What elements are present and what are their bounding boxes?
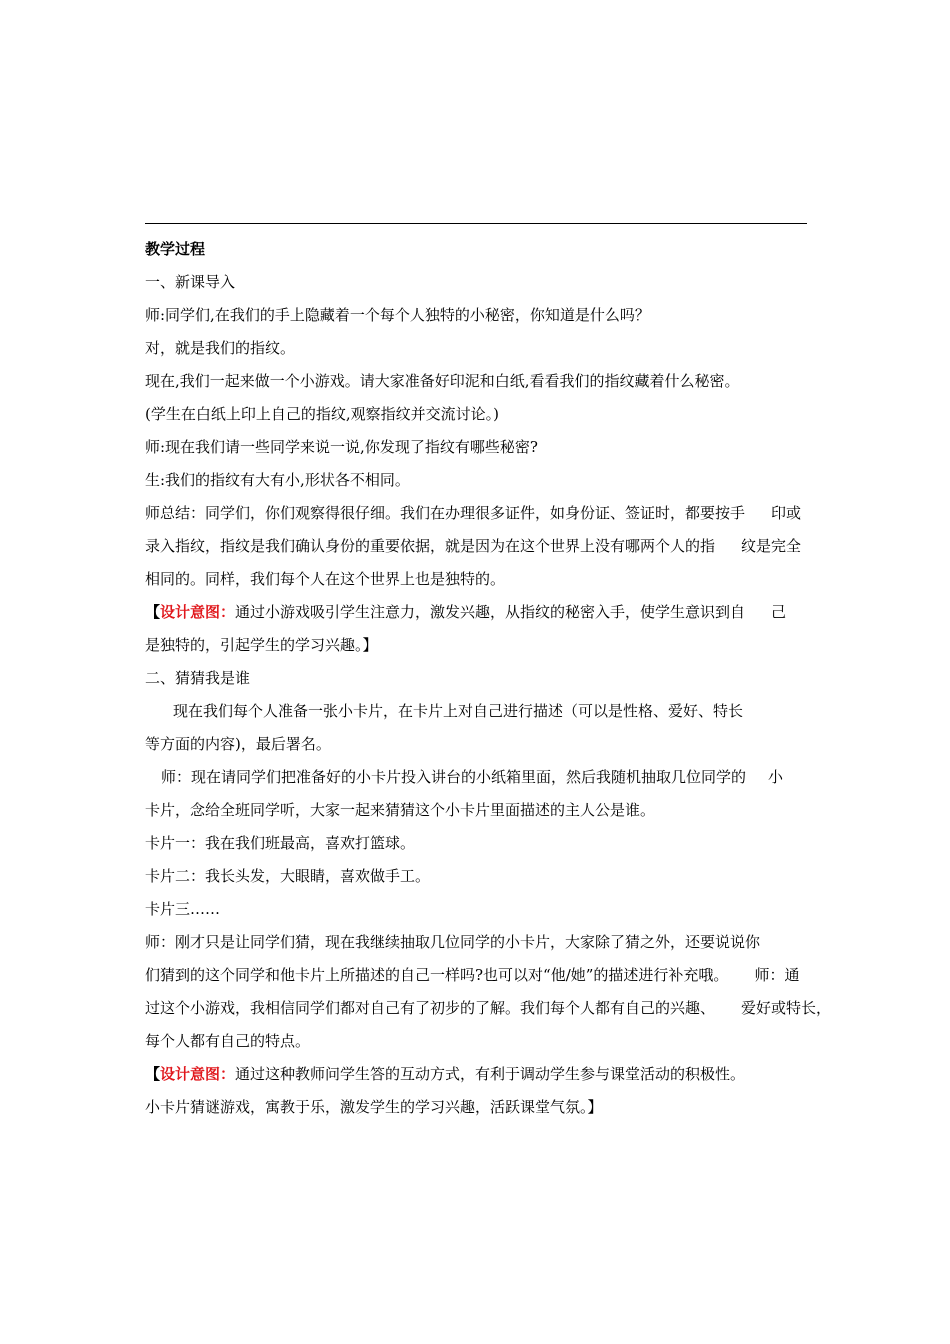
paragraph-text: 小 — [768, 768, 784, 786]
design-intent — [145, 596, 809, 629]
document-body — [145, 233, 832, 1124]
design-intent-text: 通过小游戏吸引学生注意力，激发兴趣，从指纹的秘密入手，使学生意识到自 — [235, 603, 746, 621]
design-intent-label: 设计意图： — [160, 1065, 236, 1083]
summary-text: 印或 — [771, 504, 802, 522]
paragraph: 对，就是我们的指纹。 — [145, 339, 296, 357]
paragraph: 每个人都有自己的特点。 — [145, 1032, 311, 1050]
summary-line — [145, 497, 809, 530]
design-intent-text: 己 — [771, 603, 787, 621]
paragraph-text: 爱好或特长， — [741, 999, 832, 1017]
paragraph-text: 过这个小游戏，我相信同学们都对自己有了初步的了解。我们每个人都有自己的兴趣、 — [145, 999, 716, 1017]
paragraph — [145, 992, 832, 1025]
paragraph — [145, 959, 809, 992]
section1-heading: 一、新课导入 — [145, 273, 236, 291]
design-intent-label: 设计意图： — [160, 603, 236, 621]
header-rule — [145, 223, 807, 224]
paragraph-text: 师：通 — [754, 966, 800, 984]
paragraph — [145, 695, 809, 728]
paragraph: 师:同学们,在我们的手上隐藏着一个每个人独特的小秘密，你知道是什么吗？ — [145, 306, 650, 324]
section-title: 教学过程 — [145, 240, 206, 258]
summary-text: 师总结：同学们，你们观察得很仔细。我们在办理很多证件，如身份证、签证时，都要按手 — [145, 504, 746, 522]
paragraph: (学生在白纸上印上自己的指纹,观察指纹并交流讨论。) — [145, 405, 499, 423]
paragraph: 等方面的内容)，最后署名。 — [145, 735, 331, 753]
summary-line: 相同的。同样，我们每个人在这个世界上也是独特的。 — [145, 570, 506, 588]
paragraph-text: 师：现在请同学们把准备好的小卡片投入讲台的小纸箱里面，然后我随机抽取几位同学的 — [161, 768, 747, 786]
paragraph: 现在,我们一起来做一个小游戏。请大家准备好印泥和白纸,看看我们的指纹藏着什么秘密。 — [145, 372, 740, 390]
paragraph: 师：刚才只是让同学们猜，现在我继续抽取几位同学的小卡片，大家除了猜之外，还要说说你 — [145, 933, 761, 951]
paragraph: 师:现在我们请一些同学来说一说,你发现了指纹有哪些秘密? — [145, 438, 538, 456]
design-intent-text: 通过这种教师问学生答的互动方式，有利于调动学生参与课堂活动的积极性。 — [235, 1065, 746, 1083]
summary-text: 纹是完全 — [741, 537, 802, 555]
card-item: 卡片二：我长头发，大眼睛，喜欢做手工。 — [145, 867, 431, 885]
card-item: 卡片一：我在我们班最高，喜欢打篮球。 — [145, 834, 416, 852]
paragraph-text: 们猜到的这个同学和他卡片上所描述的自己一样吗?也可以对“他/她”的描述进行补充哦。 — [145, 966, 729, 984]
summary-text: 录入指纹，指纹是我们确认身份的重要依据，就是因为在这个世界上没有哪两个人的指 — [145, 537, 716, 555]
bracket-open: 【 — [145, 603, 161, 621]
paragraph-text: 现在我们每个人准备一张小卡片，在卡片上对自己进行描述（可以是性格、爱好、特长 — [173, 702, 744, 720]
design-intent-line: 是独特的，引起学生的学习兴趣。】 — [145, 636, 378, 654]
paragraph: 卡片，念给全班同学听，大家一起来猜猜这个小卡片里面描述的主人公是谁。 — [145, 801, 656, 819]
design-intent — [145, 1058, 809, 1091]
section2-heading: 二、猜猜我是谁 — [145, 669, 251, 687]
summary-line — [145, 530, 809, 563]
paragraph: 生:我们的指纹有大有小,形状各不相同。 — [145, 471, 410, 489]
bracket-open: 【 — [145, 1065, 161, 1083]
card-item: 卡片三…… — [145, 900, 221, 918]
design-intent-line: 小卡片猜谜游戏，寓教于乐，激发学生的学习兴趣，活跃课堂气氛。】 — [145, 1098, 603, 1116]
paragraph — [145, 761, 809, 794]
